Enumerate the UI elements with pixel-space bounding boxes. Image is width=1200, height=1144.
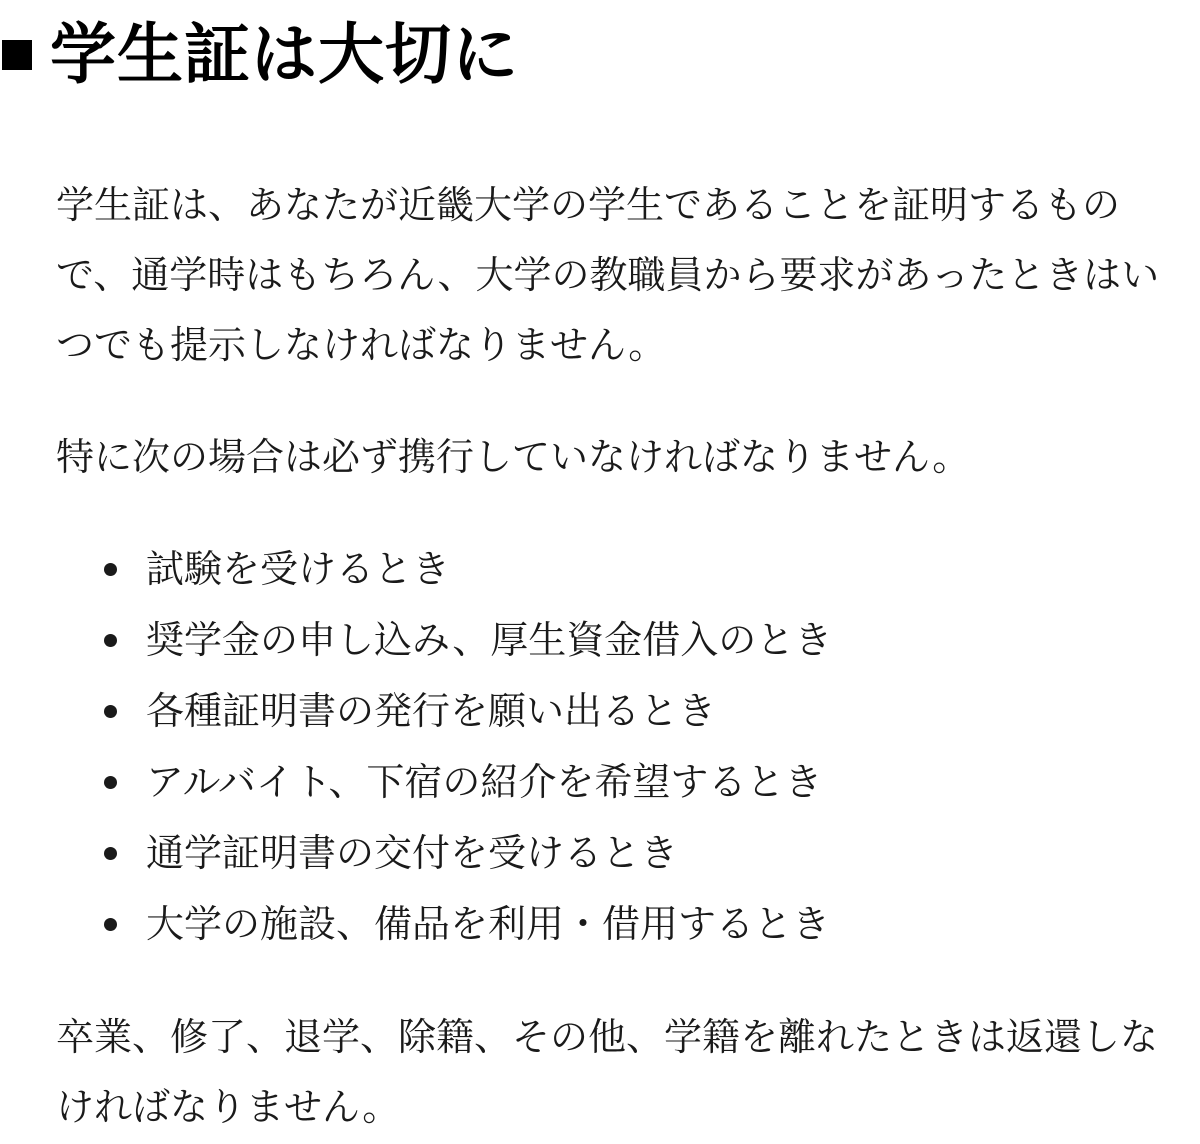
closing-paragraph: 卒業、修了、退学、除籍、その他、学籍を離れたときは返還しなければなりません。: [56, 1015, 1159, 1129]
list-item-text: 通学証明書の交付を受けるとき: [146, 831, 679, 875]
occasion-list: [56, 534, 1166, 960]
article-body: [56, 170, 1166, 1142]
square-marker-icon: [2, 40, 32, 70]
section-heading: [0, 10, 519, 100]
list-item: [56, 534, 1166, 605]
list-item-text: 大学の施設、備品を利用・借用するとき: [146, 902, 831, 946]
list-item: [56, 889, 1166, 960]
list-item: [56, 605, 1166, 676]
list-item-text: 各種証明書の発行を願い出るとき: [146, 689, 717, 733]
list-item-text: 奨学金の申し込み、厚生資金借入のとき: [146, 618, 833, 662]
bullet-icon: [104, 634, 117, 647]
list-item: [56, 747, 1166, 818]
list-item-text: 試験を受けるとき: [146, 547, 451, 591]
bullet-icon: [104, 847, 117, 860]
list-item: [56, 676, 1166, 747]
bullet-icon: [104, 563, 117, 576]
requirement-paragraph: 特に次の場合は必ず携行していなければなりません。: [56, 435, 971, 479]
intro-paragraph: 学生証は、あなたが近畿大学の学生であることを証明するもので、通学時はもちろん、大学の教職員から要求があったときはいつでも提示しなければなりません。: [56, 183, 1160, 367]
bullet-icon: [104, 776, 117, 789]
list-item: [56, 818, 1166, 889]
bullet-icon: [104, 705, 117, 718]
bullet-icon: [104, 918, 117, 931]
page-title: 学生証は大切に: [50, 16, 519, 93]
list-item-text: アルバイト、下宿の紹介を希望するとき: [146, 760, 823, 804]
